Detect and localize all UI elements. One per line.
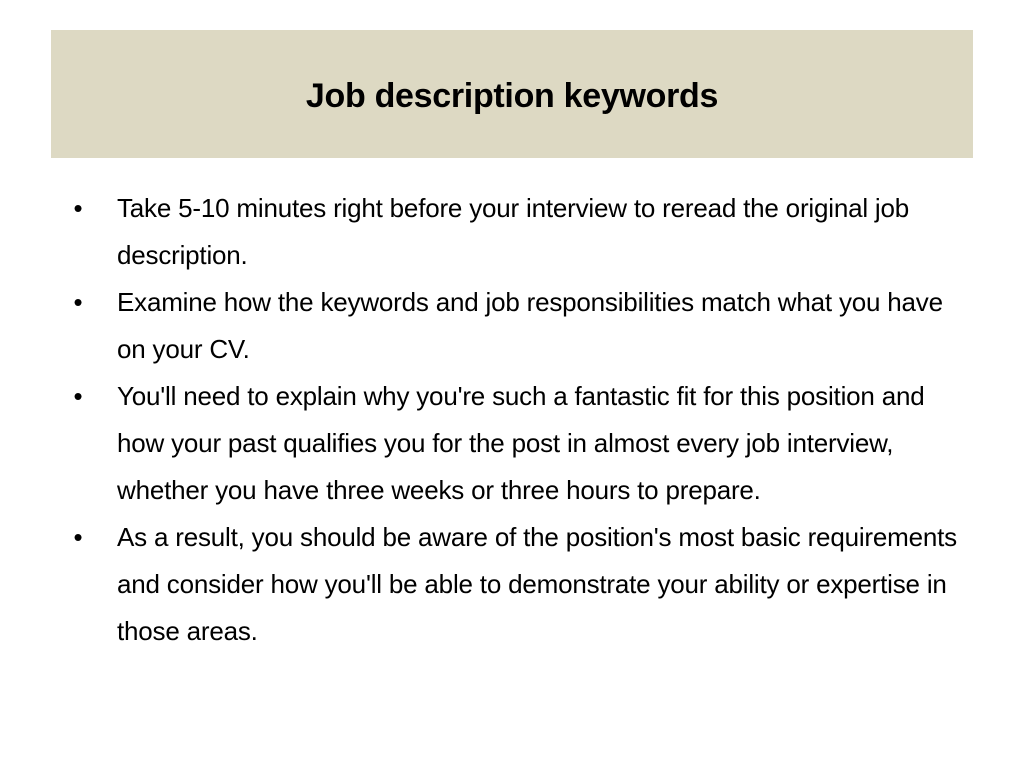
bullet-text: Take 5-10 minutes right before your interview to reread the original job description. bbox=[117, 193, 910, 270]
bullet-icon: • bbox=[73, 522, 83, 552]
bullet-item bbox=[68, 514, 968, 655]
bullet-text: Examine how the keywords and job responsibilities match what you have on your CV. bbox=[117, 287, 943, 364]
bullet-item bbox=[68, 373, 968, 514]
bullet-icon: • bbox=[73, 193, 83, 223]
bullet-text: You'll need to explain why you're such a fantastic fit for this position and how your past qualifies you for the post in almost every job interview, whether you have three weeks or three hours to prepare. bbox=[117, 381, 925, 505]
bullet-list bbox=[68, 185, 968, 655]
slide-title: Job description keywords bbox=[305, 76, 719, 115]
bullet-icon: • bbox=[73, 381, 83, 411]
title-band bbox=[51, 30, 973, 158]
bullet-item bbox=[68, 279, 968, 373]
bullet-text: As a result, you should be aware of the position's most basic requirements and consider how you'll be able to demonstrate your ability or expertise in those areas. bbox=[117, 522, 957, 646]
bullet-item bbox=[68, 185, 968, 279]
bullet-icon: • bbox=[73, 287, 83, 317]
